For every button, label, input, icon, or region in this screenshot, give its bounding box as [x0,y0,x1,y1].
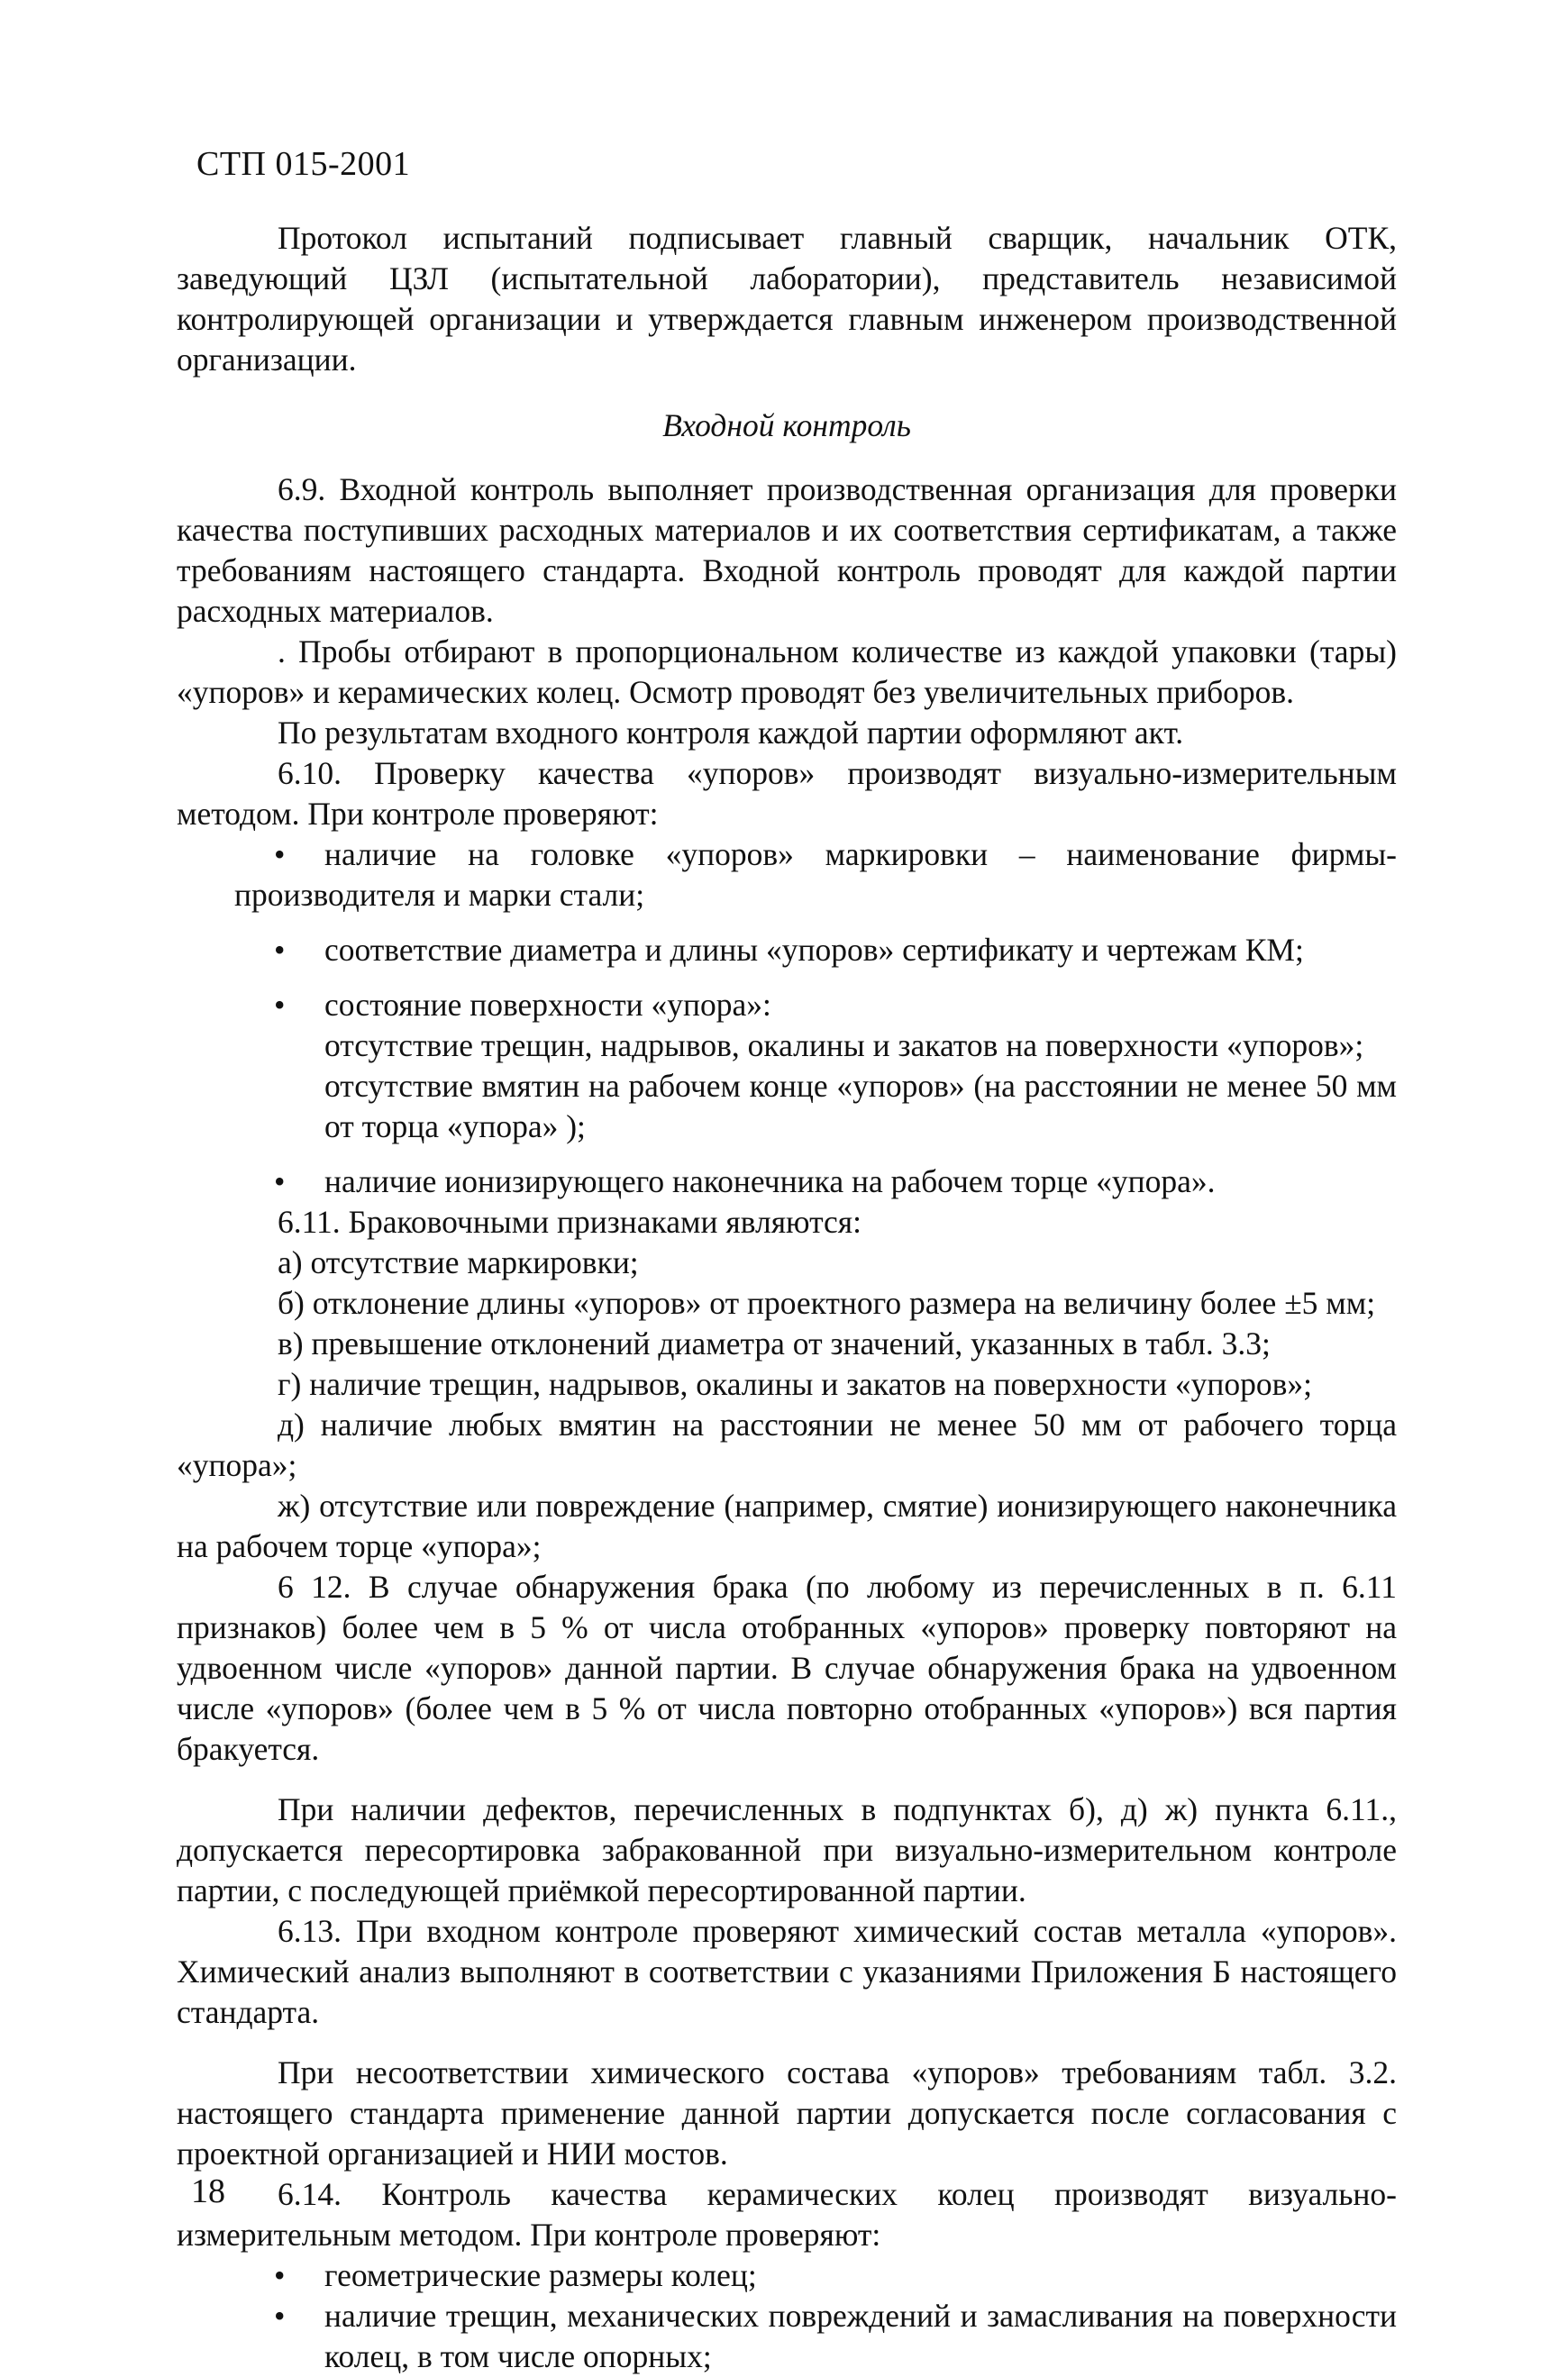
reject-criterion-b: б) отклонение длины «упоров» от проектного размера на величину более ±5 мм; [278,1285,1376,1321]
document-code-header: СТП 015-2001 [196,145,411,183]
paragraph-chem: При несоответствии химического состава «упоров» требованиям табл. 3.2. настоящего стандарта применение данной партии допускается после согласования с проектной организацией и НИИ мостов. [177,2054,1397,2172]
list-item [274,1161,1397,1202]
reject-criterion-d: д) наличие любых вмятин на расстоянии не менее 50 мм от рабочего торца «упора»; [177,1407,1397,1483]
bullet-icon: • [274,836,286,872]
paragraph-6-12: 6 12. В случае обнаружения брака (по любому из перечисленных в п. 6.11 признаков) более чем в 5 % от числа отобранных «упоров» проверку повторяют на удвоенном числе «упоров» данной партии. В случае обнаружения брака на удвоенном числе «упоров» (более чем в 5 % от числа повторно отобранных «упоров») вся партия бракуется. [177,1569,1397,1767]
reject-criterion-a: а) отсутствие маркировки; [278,1244,639,1280]
list-item [274,2255,1397,2296]
paragraph-resort: При наличии дефектов, перечисленных в подпунктах б), д) ж) пункта 6.11., допускается пересортировка забракованной при визуально-измерительном контроле партии, с последующей приёмкой пересортированной партии. [177,1791,1397,1908]
list-subitem-text: отсутствие вмятин на рабочем конце «упоров» (на расстоянии не менее 50 мм от торца «упора» ); [324,1068,1397,1144]
reject-criterion-zh: ж) отсутствие или повреждение (например, смятие) ионизирующего наконечника на рабочем торце «упора»; [177,1488,1397,1564]
bullet-icon: • [274,987,286,1023]
list-subitem-text: отсутствие трещин, надрывов, окалины и закатов на поверхности «упоров»; [324,1027,1364,1063]
paragraph-samples: . Пробы отбирают в пропорциональном количестве из каждой упаковки (тары) «упоров» и керамических колец. Осмотр проводят без увеличительных приборов. [177,633,1397,710]
paragraph-6-11: 6.11. Браковочными признаками являются: [278,1204,861,1240]
list-item [274,2296,1397,2377]
reject-criterion-g: г) наличие трещин, надрывов, окалины и закатов на поверхности «упоров»; [278,1366,1312,1402]
list-item-text: наличие трещин, механических повреждений и замасливания на поверхности колец, в том числе опорных; [324,2298,1397,2374]
list-item-text: соответствие диаметра и длины «упоров» сертификату и чертежам КМ; [324,932,1304,968]
intro-paragraph: Протокол испытаний подписывает главный сварщик, начальник ОТК, заведующий ЦЗЛ (испытательной лаборатории), представитель независимой контролирующей организации и утверждается главным инженером производственной организации. [177,220,1397,378]
bullet-icon: • [274,932,286,968]
paragraph-6-10: 6.10. Проверку качества «упоров» производят визуально-измерительным методом. При контроле проверяют: [177,755,1397,832]
list-item-text: геометрические размеры колец; [324,2257,757,2293]
list-item-text: наличие ионизирующего наконечника на рабочем торце «упора». [324,1163,1216,1199]
document-body [177,218,1397,2377]
reject-criterion-v: в) превышение отклонений диаметра от значений, указанных в табл. 3.3; [278,1325,1271,1362]
bullet-icon: • [274,2298,286,2334]
section-title: Входной контроль [662,407,911,443]
list-item [274,985,1397,1147]
list-item [274,930,1397,970]
paragraph-act: По результатам входного контроля каждой партии оформляют акт. [278,715,1184,751]
list-item-text: состояние поверхности «упора»: [324,987,771,1023]
paragraph-6-14: 6.14. Контроль качества керамических колец производят визуально-измерительным методом. При контроле проверяют: [177,2176,1397,2253]
paragraph-6-13: 6.13. При входном контроле проверяют химический состав металла «упоров». Химический анализ выполняют в соответствии с указаниями Приложения Б настоящего стандарта. [177,1913,1397,2030]
list-item [234,834,1397,915]
bullet-icon: • [274,2257,286,2293]
bullet-icon: • [274,1163,286,1199]
paragraph-6-9: 6.9. Входной контроль выполняет производственная организация для проверки качества поступивших расходных материалов и их соответствия сертификатам, а также требованиям настоящего стандарта. Входной контроль проводят для каждой партии расходных материалов. [177,471,1397,629]
list-item-text: наличие на головке «упоров» маркировки – наименование фирмы- [324,836,1397,872]
list-item-text-continued: производителя и марки стали; [234,877,645,913]
list-6-10 [177,834,1397,1202]
list-6-14 [177,2255,1397,2377]
page-number: 18 [191,2172,225,2210]
